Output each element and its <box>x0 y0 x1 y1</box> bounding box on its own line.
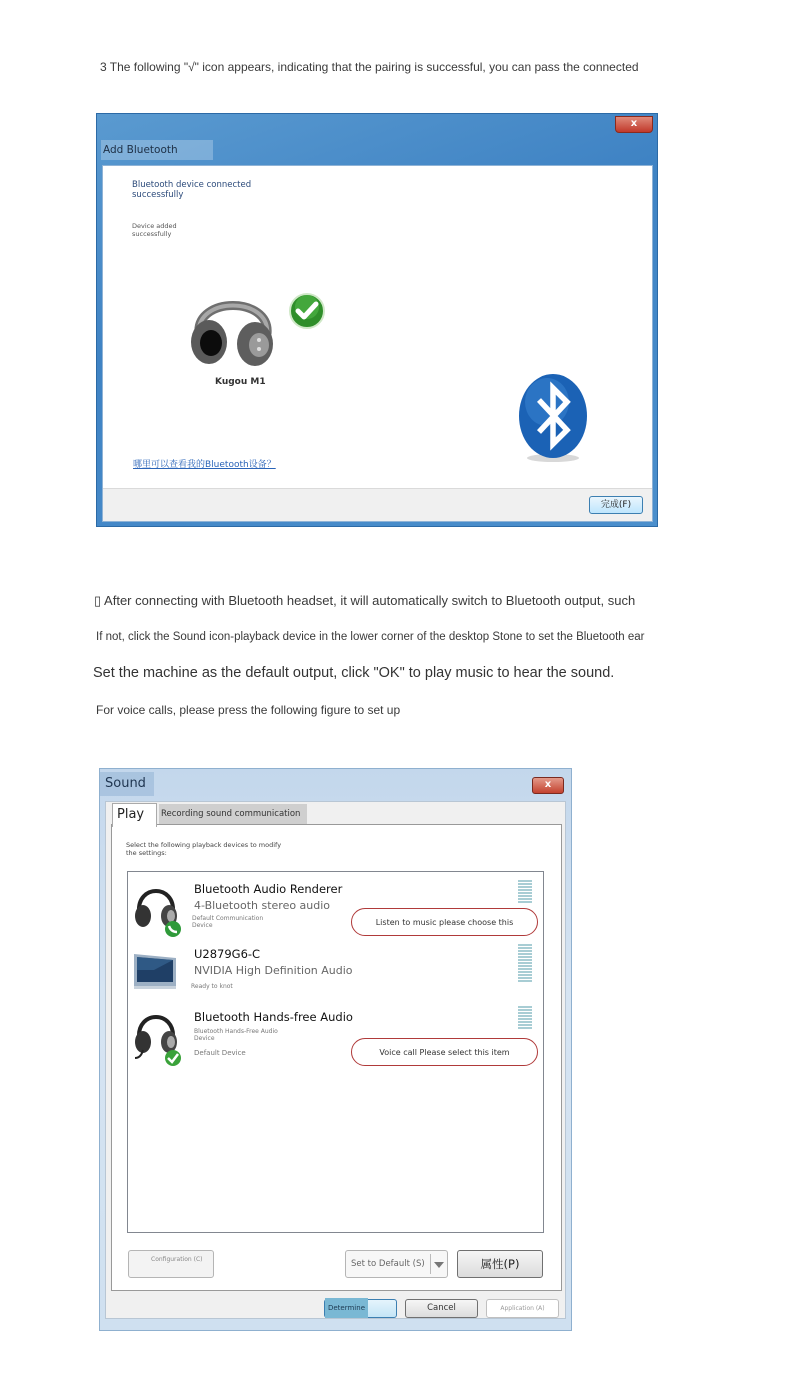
level-meter <box>518 880 532 904</box>
device-name: Bluetooth Audio Renderer <box>194 882 343 896</box>
apply-button[interactable]: Application (A) <box>486 1299 559 1318</box>
added-subheading: Device added successfully <box>132 222 177 238</box>
dialog-body <box>105 801 566 1319</box>
headset-check-icon <box>133 1010 183 1068</box>
tab-play[interactable]: Play <box>112 803 157 827</box>
device-name: Kugou M1 <box>215 377 266 387</box>
ok-label: Determine <box>325 1298 368 1318</box>
device-row[interactable] <box>128 942 543 1000</box>
music-callout: Listen to music please choose this <box>351 908 538 936</box>
set-default-label: Set to Default (S) <box>351 1259 425 1269</box>
device-status: Ready to knot <box>191 983 233 990</box>
close-button[interactable]: x <box>615 116 653 133</box>
device-list <box>127 871 544 1233</box>
voice-calls-text: For voice calls, please press the following figure to set up <box>96 703 401 717</box>
device-status: Default Device <box>194 1049 246 1057</box>
dialog-content <box>102 165 653 522</box>
dialog-title: Add Bluetooth <box>101 140 213 160</box>
step3-text: 3 The following "√" icon appears, indicating that the pairing is successful, you can pass the connected <box>100 60 639 74</box>
cancel-button[interactable]: Cancel <box>405 1299 478 1318</box>
dialog-footer <box>103 488 652 521</box>
monitor-icon <box>132 950 178 990</box>
add-bluetooth-device-dialog <box>96 113 658 527</box>
if-not-text: If not, click the Sound icon-playback device in the lower corner of the desktop Stone to set the Bluetooth ear <box>96 631 645 643</box>
level-meter <box>518 1006 532 1030</box>
playback-panel <box>111 824 562 1291</box>
ok-button[interactable] <box>324 1299 397 1318</box>
configure-button[interactable]: Configuration (C) <box>128 1250 214 1278</box>
bluetooth-help-link[interactable]: 哪里可以查看我的Bluetooth设备？ <box>133 460 276 470</box>
tab-recording[interactable]: Recording sound communication <box>159 804 307 824</box>
device-subtitle: Bluetooth Hands-Free Audio Device <box>194 1028 278 1042</box>
device-name: Bluetooth Hands-free Audio <box>194 1010 353 1024</box>
close-button[interactable]: x <box>532 777 564 794</box>
bluetooth-logo-icon <box>517 372 589 464</box>
level-meter <box>518 944 532 983</box>
voice-call-callout: Voice call Please select this item <box>351 1038 538 1066</box>
finish-button[interactable]: 完成(F) <box>589 496 643 514</box>
device-subtitle: 4-Bluetooth stereo audio <box>194 899 331 912</box>
divider <box>430 1254 431 1274</box>
device-subtitle: NVIDIA High Definition Audio <box>194 964 353 977</box>
set-default-text: Set the machine as the default output, click "OK" to play music to hear the sound. <box>93 665 615 681</box>
device-name: U2879G6-C <box>194 947 261 961</box>
after-connecting-text: ▯ After connecting with Bluetooth headset, it will automatically switch to Bluetooth output, such <box>94 593 636 608</box>
dialog-title: Sound <box>100 772 154 796</box>
sound-dialog <box>99 768 572 1331</box>
properties-button[interactable]: 属性(P) <box>457 1250 543 1278</box>
connected-heading: Bluetooth device connected successfully <box>132 180 252 200</box>
headphones-phone-icon <box>133 882 183 938</box>
set-default-dropdown[interactable] <box>345 1250 448 1278</box>
check-icon <box>289 293 325 329</box>
device-status: Default Communication Device <box>192 915 264 929</box>
chevron-down-icon <box>434 1262 444 1268</box>
panel-hint: Select the following playback devices to modify the settings: <box>126 841 282 857</box>
headphones-icon <box>189 282 277 368</box>
